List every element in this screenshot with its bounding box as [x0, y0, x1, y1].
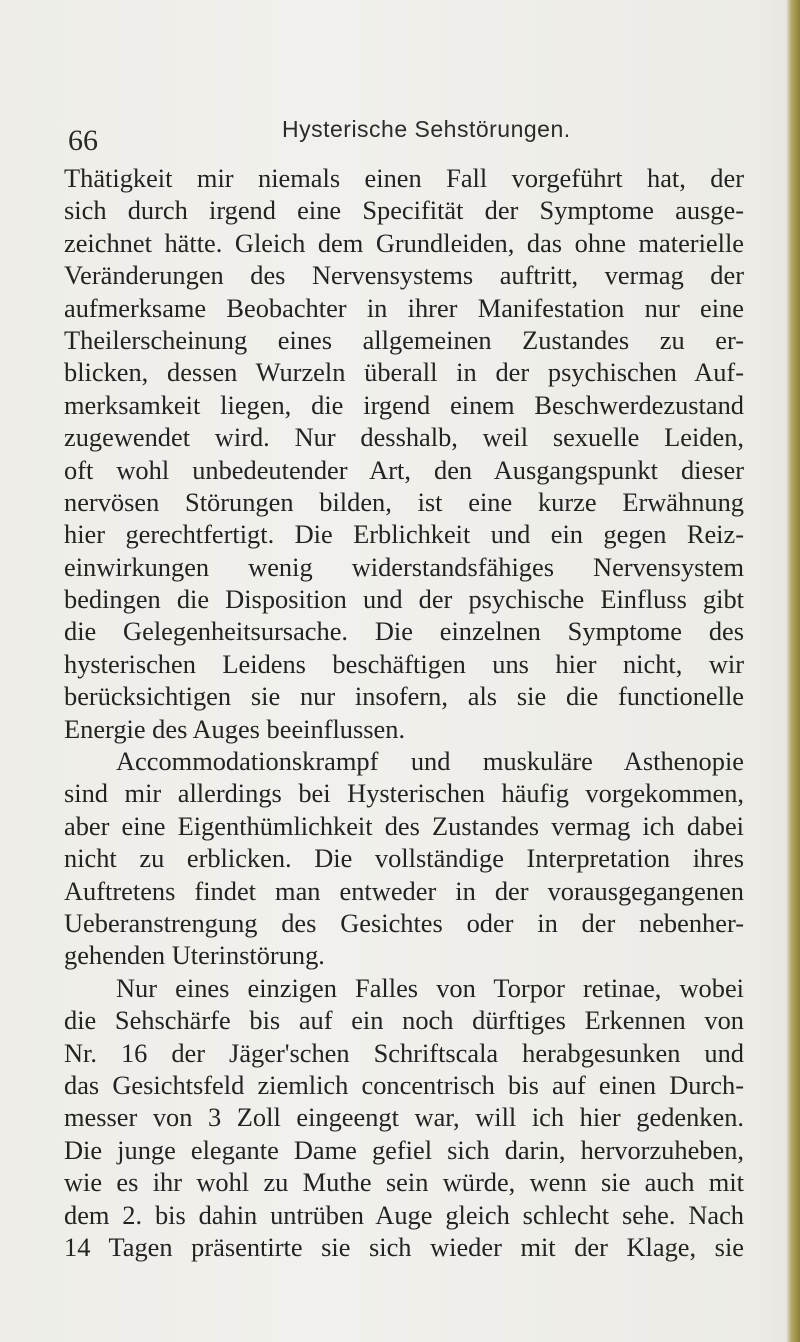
- text-line: zugewendet wird. Nur desshalb, weil sexuelle Leiden,: [64, 422, 744, 453]
- text-line: einwirkungen wenig widerstandsfähiges Nervensystem: [64, 551, 744, 582]
- text-line: wie es ihr wohl zu Muthe sein würde, wenn sie auch mit: [64, 1167, 744, 1198]
- text-line: hysterischen Leidens beschäftigen uns hier nicht, wir: [64, 648, 744, 679]
- text-line: 14 Tagen präsentirte sie sich wieder mit der Klage, sie: [64, 1231, 744, 1262]
- text-line: dem 2. bis dahin untrüben Auge gleich schlecht sehe. Nach: [64, 1199, 744, 1230]
- text-line: hier gerechtfertigt. Die Erblichkeit und ein gegen Reiz-: [64, 519, 744, 550]
- text-line: bedingen die Disposition und der psychische Einfluss gibt: [64, 584, 744, 615]
- text-line: aber eine Eigenthümlichkeit des Zustandes vermag ich dabei: [64, 810, 744, 841]
- text-line: die Sehschärfe bis auf ein noch dürftiges Erkennen von: [64, 1005, 744, 1036]
- text-line: blicken, dessen Wurzeln überall in der psychischen Auf-: [64, 357, 744, 388]
- text-line: Nur eines einzigen Falles von Torpor retinae, wobei: [116, 972, 744, 1003]
- text-line: sich durch irgend eine Specifität der Symptome ausge-: [64, 195, 744, 226]
- page-edge-shadow: [786, 0, 800, 1342]
- text-line: Theilerscheinung eines allgemeinen Zustandes zu er-: [64, 324, 744, 355]
- page-header: [60, 116, 740, 157]
- text-line: messer von 3 Zoll eingeengt war, will ich hier gedenken.: [64, 1102, 744, 1133]
- text-line: Thätigkeit mir niemals einen Fall vorgeführt hat, der: [64, 163, 744, 193]
- text-line: Energie des Auges beeinflussen.: [64, 713, 406, 744]
- running-title: Hysterische Sehstörungen.: [282, 116, 571, 142]
- text-line: Accommodationskrampf und muskuläre Asthenopie: [116, 746, 744, 777]
- text-line: oft wohl unbedeutender Art, den Ausgangspunkt dieser: [64, 454, 744, 485]
- text-line: aufmerksame Beobachter in ihrer Manifestation nur eine: [64, 292, 744, 323]
- page-number: 66: [68, 124, 98, 157]
- text-line: berücksichtigen sie nur insofern, als sie die functionelle: [64, 681, 744, 712]
- text-line: Die junge elegante Dame gefiel sich darin, hervorzuheben,: [64, 1134, 744, 1165]
- text-line: Nr. 16 der Jäger'schen Schriftscala herabgesunken und: [64, 1037, 744, 1068]
- text-line: gehenden Uterinstörung.: [64, 940, 325, 971]
- text-line: nervösen Störungen bilden, ist eine kurze Erwähnung: [64, 486, 744, 517]
- text-line: Veränderungen des Nervensystems auftritt, vermag der: [64, 260, 744, 291]
- text-line: sind mir allerdings bei Hysterischen häufig vorgekommen,: [64, 778, 744, 809]
- text-line: die Gelegenheitsursache. Die einzelnen Symptome des: [64, 616, 744, 647]
- text-line: merksamkeit liegen, die irgend einem Beschwerdezustand: [64, 389, 744, 420]
- body-text: [64, 162, 744, 1263]
- text-line: Ueberanstrengung des Gesichtes oder in der nebenher-: [64, 907, 744, 938]
- text-line: nicht zu erblicken. Die vollständige Interpretation ihres: [64, 843, 744, 874]
- text-line: zeichnet hätte. Gleich dem Grundleiden, das ohne materielle: [64, 227, 744, 258]
- text-line: das Gesichtsfeld ziemlich concentrisch bis auf einen Durch-: [64, 1069, 744, 1100]
- text-line: Auftretens findet man entweder in der vorausgegangenen: [64, 875, 744, 906]
